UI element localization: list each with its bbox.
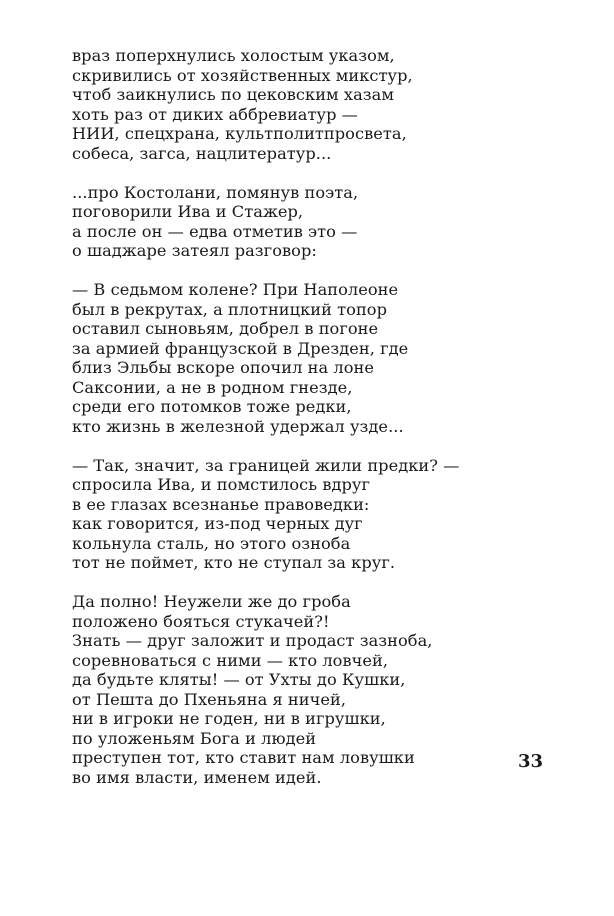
poem-line: положено бояться стукачей?! bbox=[72, 611, 330, 631]
stanza bbox=[72, 456, 542, 573]
poem-line: среди его потомков тоже редки, bbox=[72, 397, 352, 416]
poem-line: поговорили Ива и Стажер, bbox=[72, 202, 304, 221]
stanza bbox=[72, 592, 542, 787]
poem-line: близ Эльбы вскоре опочил на лоне bbox=[72, 358, 374, 377]
stanza bbox=[72, 46, 542, 163]
poem-line: Да полно! Неужели же до гроба bbox=[72, 592, 351, 611]
poem-line: в ее глазах всезнанье правоведки: bbox=[72, 494, 370, 514]
poem-line: тот не поймет, кто не ступал за круг. bbox=[72, 553, 396, 572]
poem-line: — Так, значит, за границей жили предки? — bbox=[72, 455, 460, 475]
poem-line: соревноваться с ними — кто ловчей, bbox=[72, 650, 389, 670]
poem-line: как говорится, из-под черных дуг bbox=[72, 514, 363, 533]
poem-line: — В седьмом колене? При Наполеоне bbox=[72, 280, 399, 299]
poem-line: собеса, загса, нацлитератур... bbox=[72, 143, 332, 163]
poem-line: преступен тот, кто ставит нам ловушки bbox=[72, 748, 415, 767]
poem-line: о шаджаре затеял разговор: bbox=[72, 241, 317, 260]
poem-line: по уложеньям Бога и людей bbox=[72, 728, 317, 748]
poem-line: враз поперхнулись холостым указом, bbox=[72, 46, 395, 65]
poem-line: чтоб заикнулись по цековским хазам bbox=[72, 85, 394, 104]
poem-line: НИИ, спецхрана, культполитпросвета, bbox=[72, 124, 407, 143]
poem-line: за армией французской в Дрезден, где bbox=[72, 338, 409, 358]
poem-line: скривились от хозяйственных микстур, bbox=[72, 65, 413, 85]
poem-line: да будьте кляты! — от Ухты до Кушки, bbox=[72, 670, 406, 689]
poem-line: во имя власти, именем идей. bbox=[72, 767, 322, 787]
poem-line: кольнула сталь, но этого озноба bbox=[72, 533, 351, 553]
poem-line: ни в игроки не годен, ни в игрушки, bbox=[72, 709, 386, 728]
poem-line: ...про Костолани, помянув поэта, bbox=[72, 182, 359, 202]
poem-text bbox=[72, 46, 542, 807]
poem-line: Знать — друг заложит и продаст зазноба, bbox=[72, 631, 433, 650]
poem-line: был в рекрутах, а плотницкий топор bbox=[72, 299, 387, 319]
poem-line: а после он — едва отметив это — bbox=[72, 221, 358, 241]
stanza bbox=[72, 280, 542, 436]
poem-line: Саксонии, а не в родном гнезде, bbox=[72, 377, 353, 397]
poem-line: кто жизнь в железной удержал узде... bbox=[72, 416, 404, 436]
poem-line: от Пешта до Пхеньяна я ничей, bbox=[72, 689, 347, 709]
poem-line: оставил сыновьям, добрел в погоне bbox=[72, 319, 379, 338]
poem-line: спросила Ива, и помстилось вдруг bbox=[72, 475, 371, 494]
page-number: 33 bbox=[518, 751, 544, 772]
poem-line: хоть раз от диких аббревиатур — bbox=[72, 104, 358, 124]
stanza bbox=[72, 183, 542, 261]
